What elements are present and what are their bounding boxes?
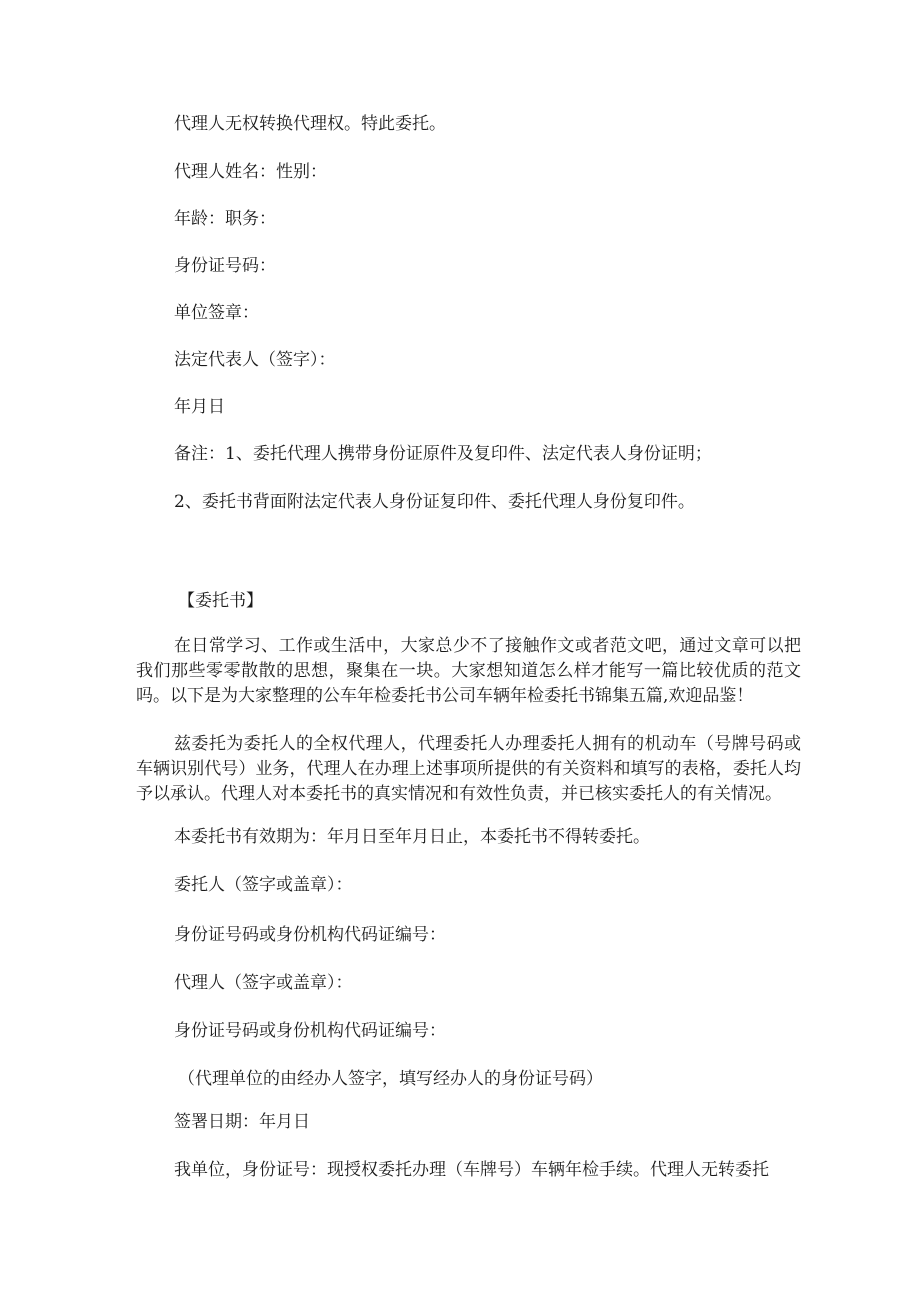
legal-rep-signature-line: 法定代表人（签字）： <box>174 350 336 370</box>
section-heading: 【委托书】 <box>178 591 263 611</box>
last-text-line: 我单位，身份证号：现授权委托办理（车牌号）车辆年检手续。代理人无转委托 <box>174 1160 769 1180</box>
intro-paragraph: 在日常学习、工作或生活中，大家总少不了接触作文或者范文吧，通过文章可以把我们那些零零散散的思想，聚集在一块。大家想知道怎么样才能写一篇比较优质的范文吗。以下是为大家整理的公车年检委托书公司车辆年检委托书锦集五篇,欢迎品鉴！ <box>136 636 801 706</box>
note-line-2: 2、委托书背面附法定代表人身份证复印件、委托代理人身份复印件。 <box>174 492 695 512</box>
sign-date-line: 签署日期：年月日 <box>174 1112 310 1132</box>
agent-signature-line: 代理人（签字或盖章）： <box>174 973 353 993</box>
agent-name-gender-line: 代理人姓名：性别： <box>174 162 327 182</box>
agent-id-line: 身份证号码或身份机构代码证编号： <box>174 1021 446 1041</box>
principal-signature-line: 委托人（签字或盖章）： <box>174 875 353 895</box>
text-line: 代理人无权转换代理权。特此委托。 <box>174 114 446 134</box>
agent-note-line: （代理单位的由经办人签字，填写经办人的身份证号码） <box>178 1069 603 1089</box>
age-position-line: 年龄：职务： <box>174 209 276 229</box>
validity-line: 本委托书有效期为：年月日至年月日止，本委托书不得转委托。 <box>174 827 650 847</box>
principal-id-line: 身份证号码或身份机构代码证编号： <box>174 925 446 945</box>
id-number-line: 身份证号码： <box>174 256 276 276</box>
date-line: 年月日 <box>174 397 225 417</box>
note-line-1: 备注：1、委托代理人携带身份证原件及复印件、法定代表人身份证明； <box>174 444 712 464</box>
unit-seal-line: 单位签章： <box>174 303 259 323</box>
body-paragraph: 兹委托为委托人的全权代理人，代理委托人办理委托人拥有的机动车（号牌号码或车辆识别代号）业务，代理人在办理上述事项所提供的有关资料和填写的表格，委托人均予以承认。代理人对本委托书的真实情况和有效性负责，并已核实委托人的有关情况。 <box>136 734 801 804</box>
